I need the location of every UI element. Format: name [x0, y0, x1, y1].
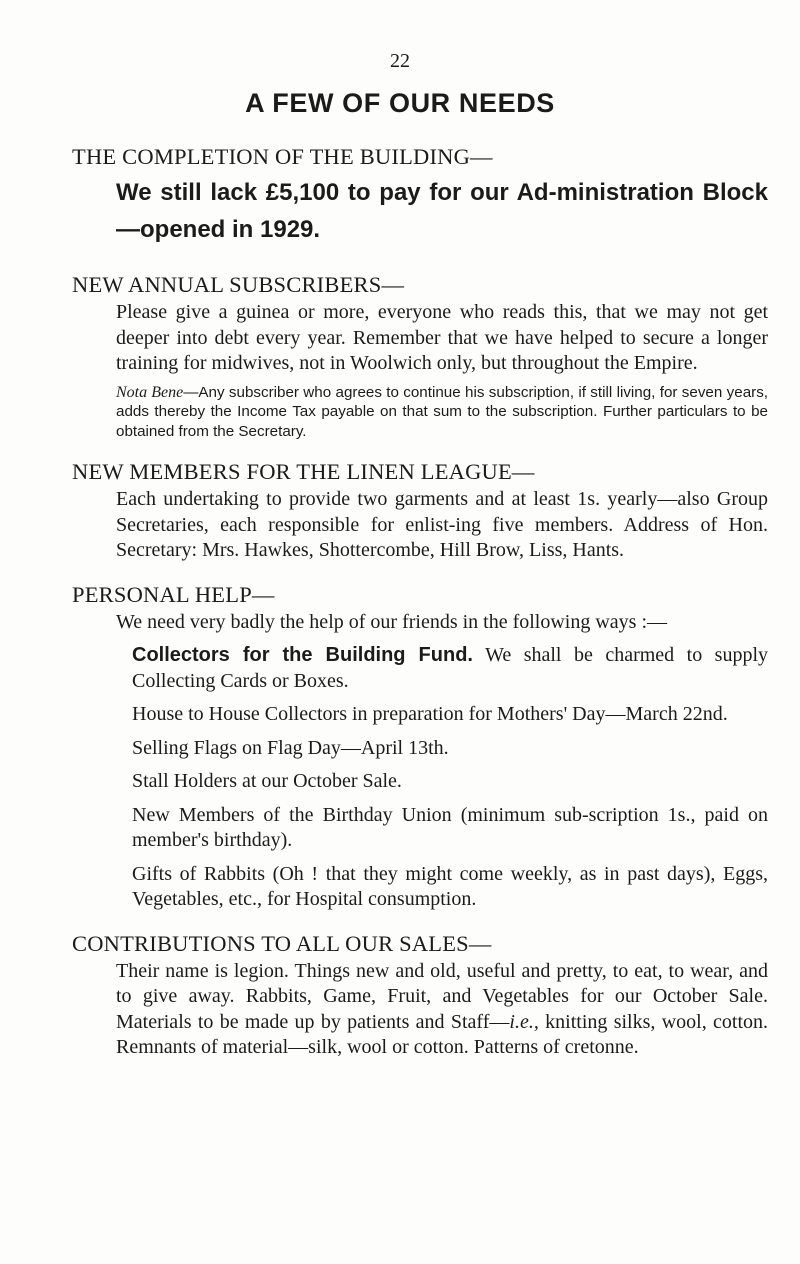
list-item: Selling Flags on Flag Day—April 13th. — [132, 736, 449, 759]
list-item: House to House Collectors in preparation for Mothers' Day—March 22nd. — [132, 703, 728, 725]
list-item-bold-lead: Collectors for the Building Fund. — [132, 644, 473, 666]
section-heading-linen-league: NEW MEMBERS FOR THE LINEN LEAGUE— — [72, 459, 535, 484]
page-number: 22 — [390, 50, 410, 72]
document-body — [72, 142, 769, 1061]
nota-bene-label: Nota Bene — [116, 383, 184, 401]
personal-help-intro: We need very badly the help of our friends in the following ways :— — [116, 610, 668, 633]
list-item-text: We shall be charmed to supply Collecting Cards or Boxes. — [132, 644, 769, 692]
building-deficit-text: We still lack £5,100 to pay for our Ad-ministration Block—opened in 1929. — [116, 179, 768, 243]
list-item — [132, 643, 768, 694]
section-heading-sales: CONTRIBUTIONS TO ALL OUR SALES— — [72, 930, 492, 956]
sales-text-b: knitting silks, wool, cotton. Remnants of material—silk, wool or cotton. Patterns of cretonne. — [116, 1010, 769, 1058]
page-title: A FEW OF OUR NEEDS — [245, 88, 555, 118]
nota-bene-text: —Any subscriber who agrees to continue his subscription, if still living, for seven years, adds thereby the Income Tax payable on that sum to the subscription. Further particulars to be obtained from the Secretary. — [116, 383, 769, 440]
list-item: Stall Holders at our October Sale. — [132, 770, 402, 792]
list-item: Gifts of Rabbits (Oh ! that they might come weekly, as in past days), Eggs, Vegetables, etc., for Hospital consumption. — [132, 862, 768, 910]
sales-text-a: Their name is legion. Things new and old, useful and pretty, to eat, to wear, and to give away. Rabbits, Game, Fruit, and Vegetables for our October Sale. Materials to be made up by patients and Staff— — [116, 959, 768, 1033]
section-heading-personal-help: PERSONAL HELP— — [72, 581, 275, 607]
section-heading-subscribers: NEW ANNUAL SUBSCRIBERS— — [72, 272, 405, 297]
section-heading-building: THE COMPLETION OF THE BUILDING— — [72, 144, 493, 169]
sales-text-ie: i.e., — [509, 1010, 539, 1033]
sales-paragraph — [116, 959, 768, 1061]
list-item: New Members of the Birthday Union (minimum sub-scription 1s., paid on member's birthday). — [132, 803, 768, 851]
nota-bene-note — [116, 383, 768, 442]
personal-help-list — [116, 643, 768, 913]
linen-league-paragraph: Each undertaking to provide two garments and at least 1s. yearly—also Group Secretaries, each responsible for enlist-ing five members. Address of Hon. Secretary: Mrs. Hawkes, Shottercombe, Hill Brow, Liss, Hants. — [116, 488, 768, 561]
subscribers-paragraph: Please give a guinea or more, everyone who reads this, that we may not get deeper into debt every year. Remember that we have helped to secure a longer training for midwives, not in Woolwich only, but throughout the Empire. — [116, 301, 768, 374]
